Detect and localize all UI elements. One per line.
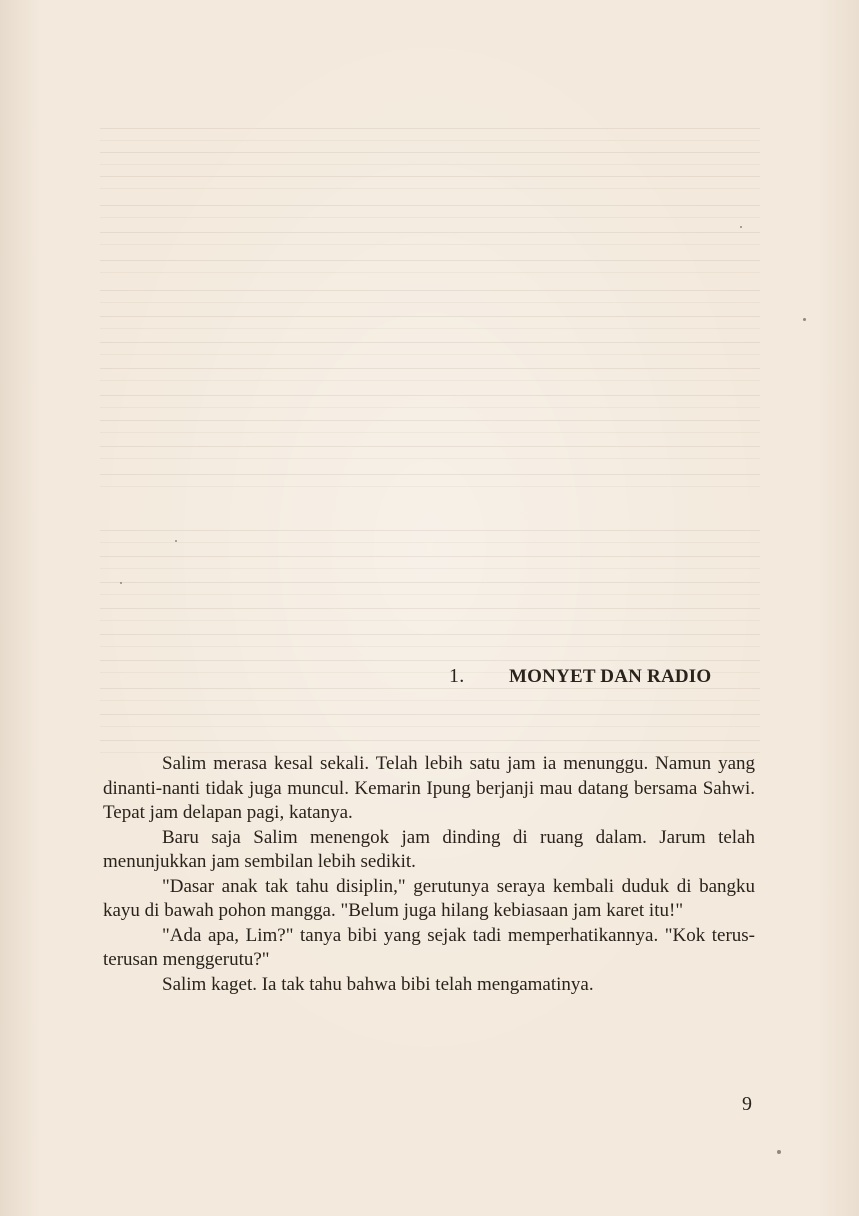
paper-speck (120, 582, 122, 584)
chapter-heading (449, 665, 711, 688)
bleed-through-line (100, 714, 760, 727)
bleed-through-line (100, 368, 760, 381)
bleed-through-line (100, 290, 760, 303)
chapter-number: 1. (449, 665, 465, 687)
paragraph: Salim kaget. Ia tak tahu bahwa bibi telah mengamatinya. (162, 973, 594, 995)
bleed-through-line (100, 688, 760, 701)
bleed-through-line (100, 260, 760, 273)
paper-speck (803, 318, 806, 321)
paragraph: Baru saja Salim menengok jam dinding di ruang dalam. Jarum telah menunjukkan jam sembilan lebih sedikit. (103, 826, 755, 872)
paragraph: "Dasar anak tak tahu disiplin," gerutunya seraya kembali duduk di bangku kayu di bawah pohon mangga. "Belum juga hilang kebiasaan jam karet itu!" (103, 875, 755, 921)
bleed-through-line (100, 530, 760, 543)
bleed-through-line (100, 634, 760, 647)
paragraph: Salim merasa kesal sekali. Telah lebih satu jam ia menunggu. Namun yang dinanti-nanti tidak juga muncul. Kemarin Ipung berjanji mau datang bersama Sahwi. Tepat jam delapan pagi, katanya. (103, 753, 755, 823)
bleed-through-line (100, 608, 760, 621)
paper-speck (740, 226, 742, 228)
chapter-body (103, 752, 755, 997)
bleed-through-line (100, 474, 760, 487)
paper-speck (777, 1150, 781, 1154)
bleed-through-line (100, 152, 760, 165)
chapter-title: MONYET DAN RADIO (509, 666, 712, 687)
bleed-through-line (100, 446, 760, 459)
bleed-through-line (100, 176, 760, 189)
paragraph: "Ada apa, Lim?" tanya bibi yang sejak tadi memperhatikannya. "Kok terus-terusan menggerutu?" (103, 924, 755, 970)
bleed-through-line (100, 128, 760, 141)
bleed-through-line (100, 205, 760, 218)
bleed-through-line (100, 232, 760, 245)
bleed-through-line (100, 342, 760, 355)
bleed-through-line (100, 395, 760, 408)
bleed-through-line (100, 420, 760, 433)
bleed-through-line (100, 556, 760, 569)
page-number: 9 (742, 1093, 752, 1115)
bleed-through-line (100, 582, 760, 595)
paper-speck (175, 540, 177, 542)
bleed-through-line (100, 316, 760, 329)
